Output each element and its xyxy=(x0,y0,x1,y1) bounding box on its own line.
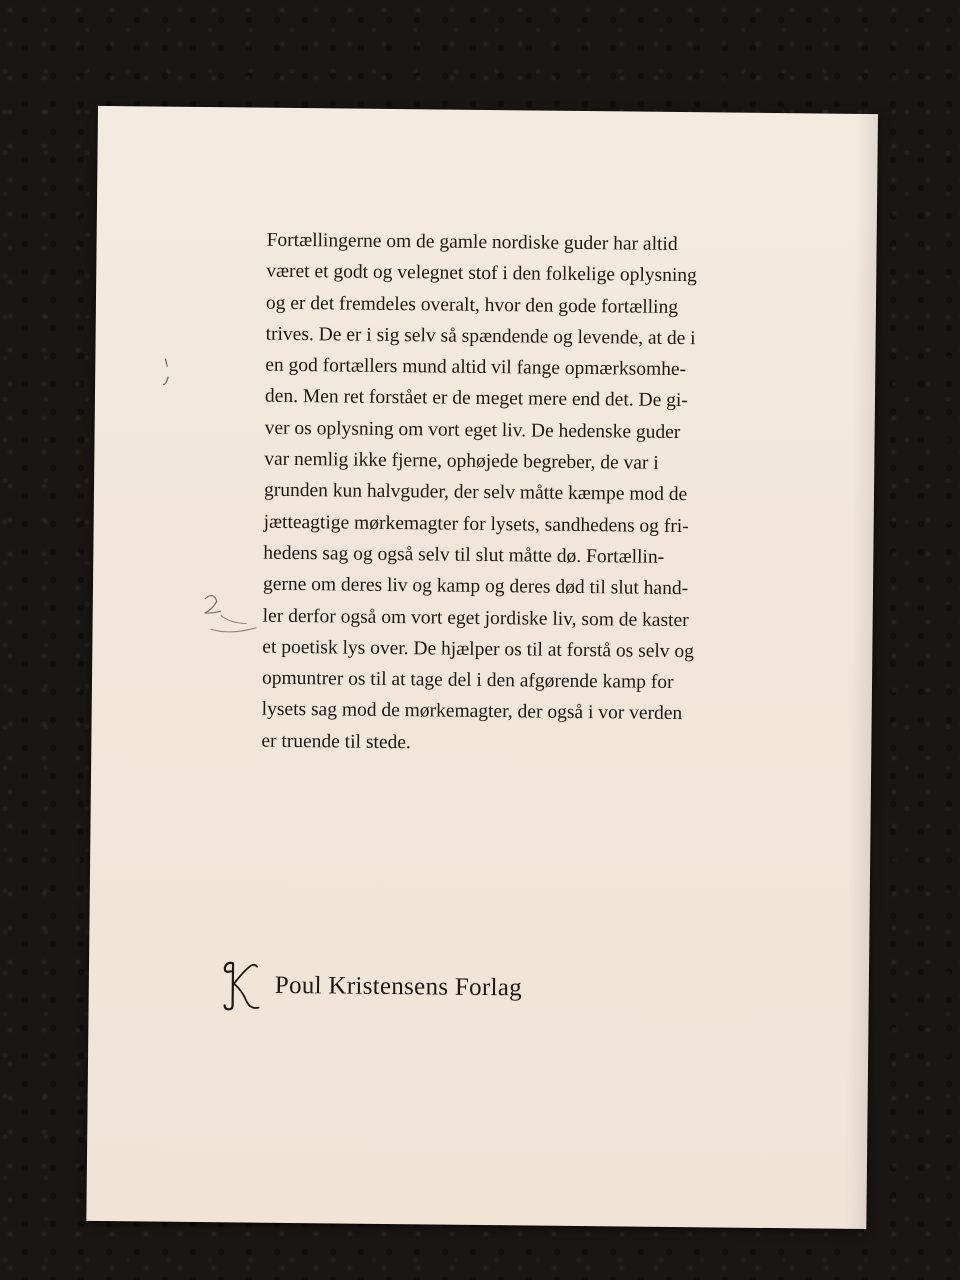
blurb-line: den. Men ret forstået er de meget mere end det. De gi- xyxy=(264,386,688,412)
blurb-line: var nemlig ikke fjerne, ophøjede begreber, de var i xyxy=(264,448,659,474)
blurb-line: lysets sag mod de mørkemagter, der også i vor verden xyxy=(261,699,683,725)
blurb-text xyxy=(261,225,767,762)
pencil-mark xyxy=(157,355,177,395)
publisher-logo-k-icon xyxy=(217,957,266,1013)
blurb-line: ler derfor også om vort eget jordiske liv, som de kaster xyxy=(262,605,689,631)
blurb-line: en god fortællers mund altid vil fange opmærksomhe- xyxy=(265,354,687,381)
blurb-line: været et godt og velegnet stof i den folkelige oplysning xyxy=(266,260,697,287)
publisher-name: Poul Kristensens Forlag xyxy=(274,971,523,1002)
blurb-line: ver os oplysning om vort eget liv. De hedenske guder xyxy=(264,417,681,443)
blurb-line: trives. De er i sig selv så spændende og levende, at de i xyxy=(265,323,696,350)
blurb-line: et poetisk lys over. De hjælper os til at forstå os selv og xyxy=(262,636,695,663)
blurb-line: og er det fremdeles overalt, hvor den gode fortælling xyxy=(265,292,679,318)
blurb-line: er truende til stede. xyxy=(261,730,411,753)
blurb-line: Fortællingerne om de gamle nordiske guder har altid xyxy=(266,229,678,255)
publisher-imprint xyxy=(217,957,523,1016)
blurb-line: gerne om deres liv og kamp og deres død til slut hand- xyxy=(262,573,689,600)
blurb-line: grunden kun halvguder, der selv måtte kæmpe mod de xyxy=(263,480,688,506)
blurb-line: hedens sag og også selv til slut måtte dø. Fortællin- xyxy=(263,542,665,568)
blurb-line: jætteagtige mørkemagter for lysets, sandhedens og fri- xyxy=(263,511,689,537)
blurb-line: opmuntrer os til at tage del i den afgørende kamp for xyxy=(261,667,674,694)
book-back-cover xyxy=(86,106,878,1229)
